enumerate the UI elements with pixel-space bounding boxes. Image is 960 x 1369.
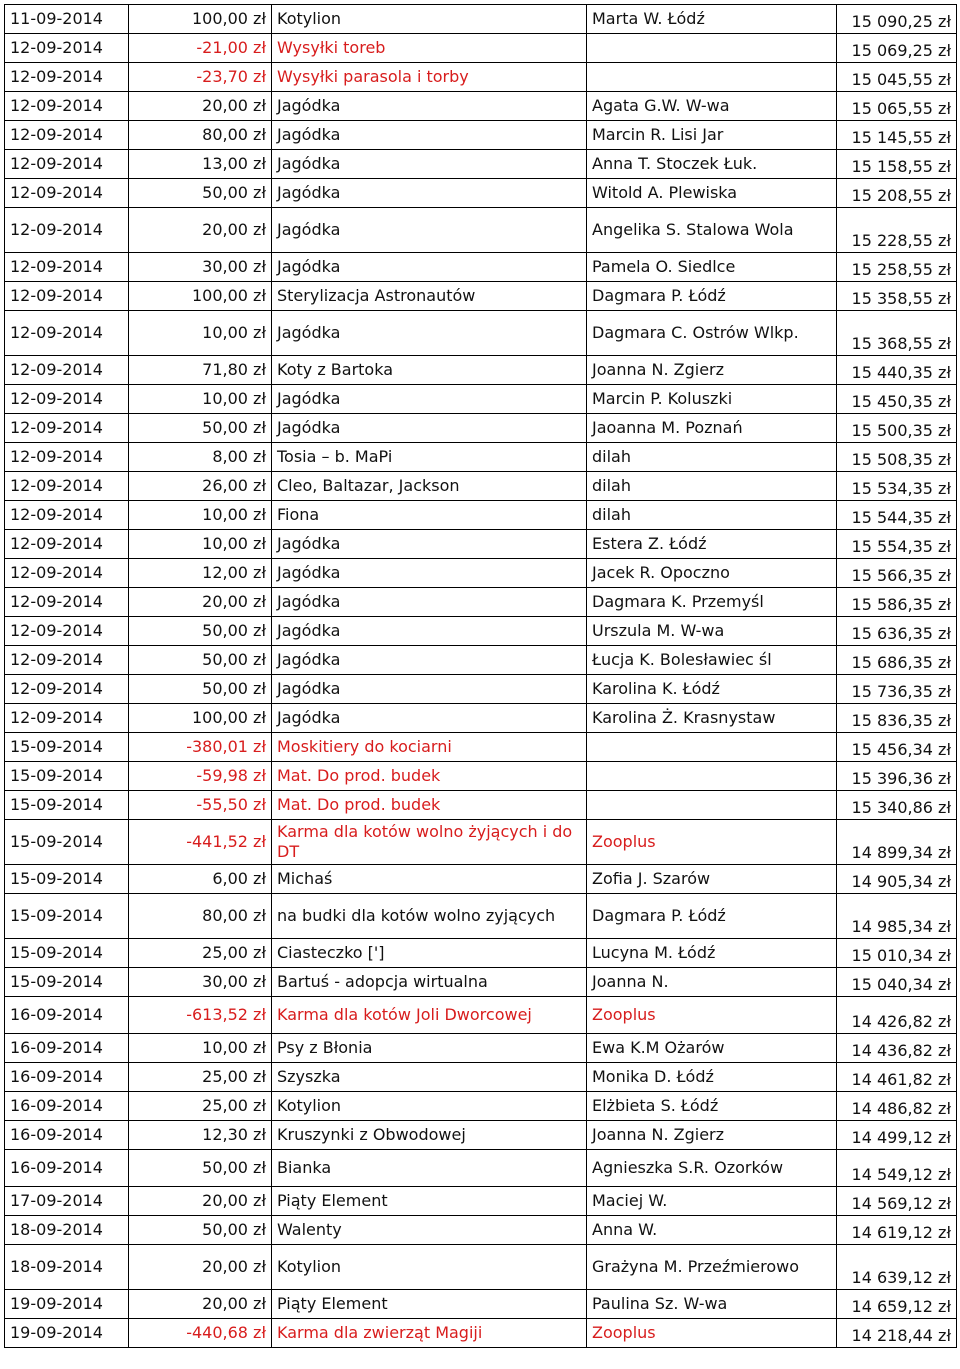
row-balance: 15 566,35 zł	[837, 559, 957, 588]
row-donor: Marta W. Łódź	[587, 5, 837, 34]
row-balance: 15 554,35 zł	[837, 530, 957, 559]
row-amount: 25,00 zł	[129, 1092, 272, 1121]
row-amount: -613,52 zł	[129, 997, 272, 1034]
row-donor: Marcin R. Lisi Jar	[587, 121, 837, 150]
row-description: na budki dla kotów wolno zyjących	[272, 894, 587, 939]
row-date: 12-09-2014	[5, 253, 129, 282]
row-description: Fiona	[272, 501, 587, 530]
donation-ledger-table	[4, 4, 957, 1348]
ledger-row	[5, 311, 957, 356]
row-donor: Maciej W.	[587, 1187, 837, 1216]
row-balance: 15 158,55 zł	[837, 150, 957, 179]
row-balance: 15 836,35 zł	[837, 704, 957, 733]
row-donor: Dagmara P. Łódź	[587, 282, 837, 311]
row-date: 12-09-2014	[5, 443, 129, 472]
row-description: Jagódka	[272, 704, 587, 733]
row-donor: Dagmara P. Łódź	[587, 894, 837, 939]
row-description: Kotylion	[272, 5, 587, 34]
row-description: Cleo, Baltazar, Jackson	[272, 472, 587, 501]
row-amount: 25,00 zł	[129, 1063, 272, 1092]
row-description: Mat. Do prod. budek	[272, 791, 587, 820]
row-date: 15-09-2014	[5, 939, 129, 968]
row-balance: 14 659,12 zł	[837, 1290, 957, 1319]
row-date: 12-09-2014	[5, 208, 129, 253]
row-description: Koty z Bartoka	[272, 356, 587, 385]
row-date: 12-09-2014	[5, 704, 129, 733]
ledger-row	[5, 559, 957, 588]
row-date: 12-09-2014	[5, 282, 129, 311]
row-description: Jagódka	[272, 530, 587, 559]
row-balance: 14 985,34 zł	[837, 894, 957, 939]
row-description: Wysyłki toreb	[272, 34, 587, 63]
row-balance: 14 569,12 zł	[837, 1187, 957, 1216]
row-balance: 15 010,34 zł	[837, 939, 957, 968]
row-date: 16-09-2014	[5, 1121, 129, 1150]
row-amount: 50,00 zł	[129, 1216, 272, 1245]
row-amount: -21,00 zł	[129, 34, 272, 63]
row-balance: 14 426,82 zł	[837, 997, 957, 1034]
ledger-row	[5, 208, 957, 253]
row-amount: 100,00 zł	[129, 282, 272, 311]
row-description: Jagódka	[272, 675, 587, 704]
row-date: 12-09-2014	[5, 530, 129, 559]
ledger-body	[5, 5, 957, 1348]
row-description: Jagódka	[272, 311, 587, 356]
row-description: Mat. Do prod. budek	[272, 762, 587, 791]
row-donor	[587, 63, 837, 92]
row-description: Wysyłki parasola i torby	[272, 63, 587, 92]
row-description: Jagódka	[272, 559, 587, 588]
row-balance: 14 461,82 zł	[837, 1063, 957, 1092]
row-date: 16-09-2014	[5, 997, 129, 1034]
row-description: Kruszynki z Obwodowej	[272, 1121, 587, 1150]
ledger-row	[5, 5, 957, 34]
ledger-row	[5, 997, 957, 1034]
row-amount: 13,00 zł	[129, 150, 272, 179]
row-donor: Witold A. Plewiska	[587, 179, 837, 208]
row-amount: 10,00 zł	[129, 530, 272, 559]
row-date: 18-09-2014	[5, 1245, 129, 1290]
row-balance: 15 045,55 zł	[837, 63, 957, 92]
ledger-row	[5, 414, 957, 443]
row-date: 12-09-2014	[5, 588, 129, 617]
row-date: 15-09-2014	[5, 791, 129, 820]
row-description: Michaś	[272, 865, 587, 894]
ledger-row	[5, 704, 957, 733]
row-amount: 20,00 zł	[129, 1187, 272, 1216]
row-date: 16-09-2014	[5, 1150, 129, 1187]
row-donor: Anna W.	[587, 1216, 837, 1245]
row-balance: 15 368,55 zł	[837, 311, 957, 356]
row-amount: -440,68 zł	[129, 1319, 272, 1348]
row-donor: Urszula M. W-wa	[587, 617, 837, 646]
row-date: 15-09-2014	[5, 820, 129, 865]
row-date: 16-09-2014	[5, 1063, 129, 1092]
row-donor: Lucyna M. Łódź	[587, 939, 837, 968]
row-description: Jagódka	[272, 617, 587, 646]
row-balance: 15 065,55 zł	[837, 92, 957, 121]
row-description: Szyszka	[272, 1063, 587, 1092]
row-date: 11-09-2014	[5, 5, 129, 34]
ledger-row	[5, 791, 957, 820]
ledger-row	[5, 92, 957, 121]
ledger-row	[5, 820, 957, 865]
row-description: Jagódka	[272, 121, 587, 150]
ledger-row	[5, 63, 957, 92]
row-amount: 100,00 zł	[129, 704, 272, 733]
row-description: Tosia – b. MaPi	[272, 443, 587, 472]
ledger-row	[5, 385, 957, 414]
row-date: 15-09-2014	[5, 865, 129, 894]
row-balance: 15 450,35 zł	[837, 385, 957, 414]
row-description: Jagódka	[272, 208, 587, 253]
ledger-row	[5, 865, 957, 894]
row-amount: 10,00 zł	[129, 501, 272, 530]
ledger-row	[5, 1290, 957, 1319]
row-description: Ciasteczko [']	[272, 939, 587, 968]
ledger-row	[5, 501, 957, 530]
row-date: 18-09-2014	[5, 1216, 129, 1245]
row-donor: Anna T. Stoczek Łuk.	[587, 150, 837, 179]
row-donor: Angelika S. Stalowa Wola	[587, 208, 837, 253]
ledger-row	[5, 762, 957, 791]
row-donor: Agnieszka S.R. Ozorków	[587, 1150, 837, 1187]
row-description: Bartuś - adopcja wirtualna	[272, 968, 587, 997]
row-description: Jagódka	[272, 646, 587, 675]
row-donor: dilah	[587, 501, 837, 530]
row-amount: -59,98 zł	[129, 762, 272, 791]
row-description: Psy z Błonia	[272, 1034, 587, 1063]
ledger-row	[5, 733, 957, 762]
row-donor: Monika D. Łódź	[587, 1063, 837, 1092]
ledger-row	[5, 253, 957, 282]
row-date: 12-09-2014	[5, 675, 129, 704]
row-date: 12-09-2014	[5, 92, 129, 121]
row-amount: 20,00 zł	[129, 1290, 272, 1319]
row-balance: 14 499,12 zł	[837, 1121, 957, 1150]
row-amount: 8,00 zł	[129, 443, 272, 472]
ledger-row	[5, 1063, 957, 1092]
row-balance: 14 619,12 zł	[837, 1216, 957, 1245]
row-amount: 25,00 zł	[129, 939, 272, 968]
row-donor: Zooplus	[587, 820, 837, 865]
row-donor: Karolina Ż. Krasnystaw	[587, 704, 837, 733]
row-date: 12-09-2014	[5, 311, 129, 356]
row-amount: 50,00 zł	[129, 414, 272, 443]
ledger-row	[5, 530, 957, 559]
row-date: 16-09-2014	[5, 1034, 129, 1063]
row-date: 12-09-2014	[5, 63, 129, 92]
row-amount: -23,70 zł	[129, 63, 272, 92]
row-amount: 30,00 zł	[129, 968, 272, 997]
row-description: Sterylizacja Astronautów	[272, 282, 587, 311]
row-date: 15-09-2014	[5, 762, 129, 791]
row-date: 15-09-2014	[5, 894, 129, 939]
ledger-row	[5, 121, 957, 150]
row-donor: Dagmara K. Przemyśl	[587, 588, 837, 617]
row-balance: 14 639,12 zł	[837, 1245, 957, 1290]
row-description: Jagódka	[272, 385, 587, 414]
row-balance: 14 486,82 zł	[837, 1092, 957, 1121]
ledger-row	[5, 1319, 957, 1348]
row-donor: Paulina Sz. W-wa	[587, 1290, 837, 1319]
row-description: Moskitiery do kociarni	[272, 733, 587, 762]
row-description: Karma dla kotów Joli Dworcowej	[272, 997, 587, 1034]
row-donor: Zofia J. Szarów	[587, 865, 837, 894]
row-balance: 14 899,34 zł	[837, 820, 957, 865]
row-amount: -441,52 zł	[129, 820, 272, 865]
ledger-row	[5, 588, 957, 617]
row-amount: 71,80 zł	[129, 356, 272, 385]
ledger-row	[5, 282, 957, 311]
row-date: 12-09-2014	[5, 385, 129, 414]
row-balance: 15 544,35 zł	[837, 501, 957, 530]
row-description: Piąty Element	[272, 1290, 587, 1319]
row-description: Bianka	[272, 1150, 587, 1187]
row-date: 12-09-2014	[5, 617, 129, 646]
row-amount: 50,00 zł	[129, 675, 272, 704]
row-donor: Zooplus	[587, 997, 837, 1034]
row-description: Kotylion	[272, 1245, 587, 1290]
row-date: 12-09-2014	[5, 414, 129, 443]
row-amount: 20,00 zł	[129, 92, 272, 121]
row-donor: Zooplus	[587, 1319, 837, 1348]
row-donor: Ewa K.M Ożarów	[587, 1034, 837, 1063]
row-donor: Marcin P. Koluszki	[587, 385, 837, 414]
row-balance: 15 586,35 zł	[837, 588, 957, 617]
row-balance: 15 456,34 zł	[837, 733, 957, 762]
row-balance: 15 258,55 zł	[837, 253, 957, 282]
row-description: Karma dla kotów wolno żyjących i do DT	[272, 820, 587, 865]
row-description: Walenty	[272, 1216, 587, 1245]
row-date: 17-09-2014	[5, 1187, 129, 1216]
row-balance: 15 040,34 zł	[837, 968, 957, 997]
row-donor: Jaoanna M. Poznań	[587, 414, 837, 443]
row-description: Jagódka	[272, 588, 587, 617]
row-date: 19-09-2014	[5, 1319, 129, 1348]
ledger-row	[5, 894, 957, 939]
ledger-row	[5, 646, 957, 675]
row-donor: Joanna N.	[587, 968, 837, 997]
row-amount: 50,00 zł	[129, 179, 272, 208]
row-amount: 20,00 zł	[129, 208, 272, 253]
row-amount: 10,00 zł	[129, 385, 272, 414]
ledger-row	[5, 34, 957, 63]
ledger-row	[5, 1187, 957, 1216]
row-date: 12-09-2014	[5, 472, 129, 501]
row-amount: -55,50 zł	[129, 791, 272, 820]
row-balance: 15 736,35 zł	[837, 675, 957, 704]
row-balance: 14 218,44 zł	[837, 1319, 957, 1348]
row-amount: 26,00 zł	[129, 472, 272, 501]
row-date: 19-09-2014	[5, 1290, 129, 1319]
row-balance: 15 534,35 zł	[837, 472, 957, 501]
row-donor: Elżbieta S. Łódź	[587, 1092, 837, 1121]
ledger-row	[5, 356, 957, 385]
row-balance: 15 145,55 zł	[837, 121, 957, 150]
row-description: Jagódka	[272, 179, 587, 208]
row-amount: 80,00 zł	[129, 121, 272, 150]
row-donor	[587, 733, 837, 762]
ledger-row	[5, 617, 957, 646]
ledger-row	[5, 1245, 957, 1290]
row-amount: 30,00 zł	[129, 253, 272, 282]
row-donor: Jacek R. Opoczno	[587, 559, 837, 588]
ledger-row	[5, 675, 957, 704]
ledger-row	[5, 1150, 957, 1187]
row-amount: 12,30 zł	[129, 1121, 272, 1150]
row-date: 15-09-2014	[5, 733, 129, 762]
row-donor: Joanna N. Zgierz	[587, 356, 837, 385]
row-balance: 15 069,25 zł	[837, 34, 957, 63]
row-balance: 15 208,55 zł	[837, 179, 957, 208]
row-amount: -380,01 zł	[129, 733, 272, 762]
ledger-row	[5, 1034, 957, 1063]
row-balance: 15 228,55 zł	[837, 208, 957, 253]
row-donor	[587, 762, 837, 791]
row-date: 12-09-2014	[5, 150, 129, 179]
row-donor: dilah	[587, 472, 837, 501]
ledger-row	[5, 968, 957, 997]
ledger-row	[5, 1216, 957, 1245]
row-donor	[587, 34, 837, 63]
row-donor: Pamela O. Siedlce	[587, 253, 837, 282]
row-donor: Estera Z. Łódź	[587, 530, 837, 559]
row-donor: Grażyna M. Przeźmierowo	[587, 1245, 837, 1290]
row-balance: 15 396,36 zł	[837, 762, 957, 791]
row-amount: 100,00 zł	[129, 5, 272, 34]
ledger-row	[5, 1092, 957, 1121]
row-amount: 20,00 zł	[129, 1245, 272, 1290]
row-amount: 12,00 zł	[129, 559, 272, 588]
row-date: 12-09-2014	[5, 559, 129, 588]
row-balance: 15 508,35 zł	[837, 443, 957, 472]
row-description: Jagódka	[272, 150, 587, 179]
row-balance: 14 549,12 zł	[837, 1150, 957, 1187]
row-amount: 20,00 zł	[129, 588, 272, 617]
row-balance: 15 686,35 zł	[837, 646, 957, 675]
row-amount: 50,00 zł	[129, 1150, 272, 1187]
row-description: Jagódka	[272, 414, 587, 443]
row-donor: Joanna N. Zgierz	[587, 1121, 837, 1150]
row-date: 12-09-2014	[5, 501, 129, 530]
row-date: 12-09-2014	[5, 34, 129, 63]
row-date: 12-09-2014	[5, 121, 129, 150]
ledger-row	[5, 1121, 957, 1150]
row-balance: 15 340,86 zł	[837, 791, 957, 820]
ledger-row	[5, 150, 957, 179]
row-description: Piąty Element	[272, 1187, 587, 1216]
row-donor: Dagmara C. Ostrów Wlkp.	[587, 311, 837, 356]
row-date: 12-09-2014	[5, 179, 129, 208]
row-description: Jagódka	[272, 253, 587, 282]
row-balance: 14 436,82 zł	[837, 1034, 957, 1063]
row-donor: Łucja K. Bolesławiec śl	[587, 646, 837, 675]
row-amount: 10,00 zł	[129, 311, 272, 356]
row-balance: 15 636,35 zł	[837, 617, 957, 646]
row-date: 15-09-2014	[5, 968, 129, 997]
ledger-row	[5, 179, 957, 208]
row-donor: Agata G.W. W-wa	[587, 92, 837, 121]
row-amount: 6,00 zł	[129, 865, 272, 894]
row-donor: Karolina K. Łódź	[587, 675, 837, 704]
ledger-row	[5, 472, 957, 501]
row-balance: 14 905,34 zł	[837, 865, 957, 894]
row-amount: 80,00 zł	[129, 894, 272, 939]
row-donor	[587, 791, 837, 820]
row-balance: 15 090,25 zł	[837, 5, 957, 34]
row-amount: 10,00 zł	[129, 1034, 272, 1063]
row-balance: 15 440,35 zł	[837, 356, 957, 385]
row-description: Jagódka	[272, 92, 587, 121]
row-donor: dilah	[587, 443, 837, 472]
row-date: 16-09-2014	[5, 1092, 129, 1121]
row-date: 12-09-2014	[5, 356, 129, 385]
row-balance: 15 500,35 zł	[837, 414, 957, 443]
row-description: Kotylion	[272, 1092, 587, 1121]
row-amount: 50,00 zł	[129, 646, 272, 675]
row-description: Karma dla zwierząt Magiji	[272, 1319, 587, 1348]
ledger-row	[5, 939, 957, 968]
row-amount: 50,00 zł	[129, 617, 272, 646]
row-date: 12-09-2014	[5, 646, 129, 675]
ledger-row	[5, 443, 957, 472]
row-balance: 15 358,55 zł	[837, 282, 957, 311]
